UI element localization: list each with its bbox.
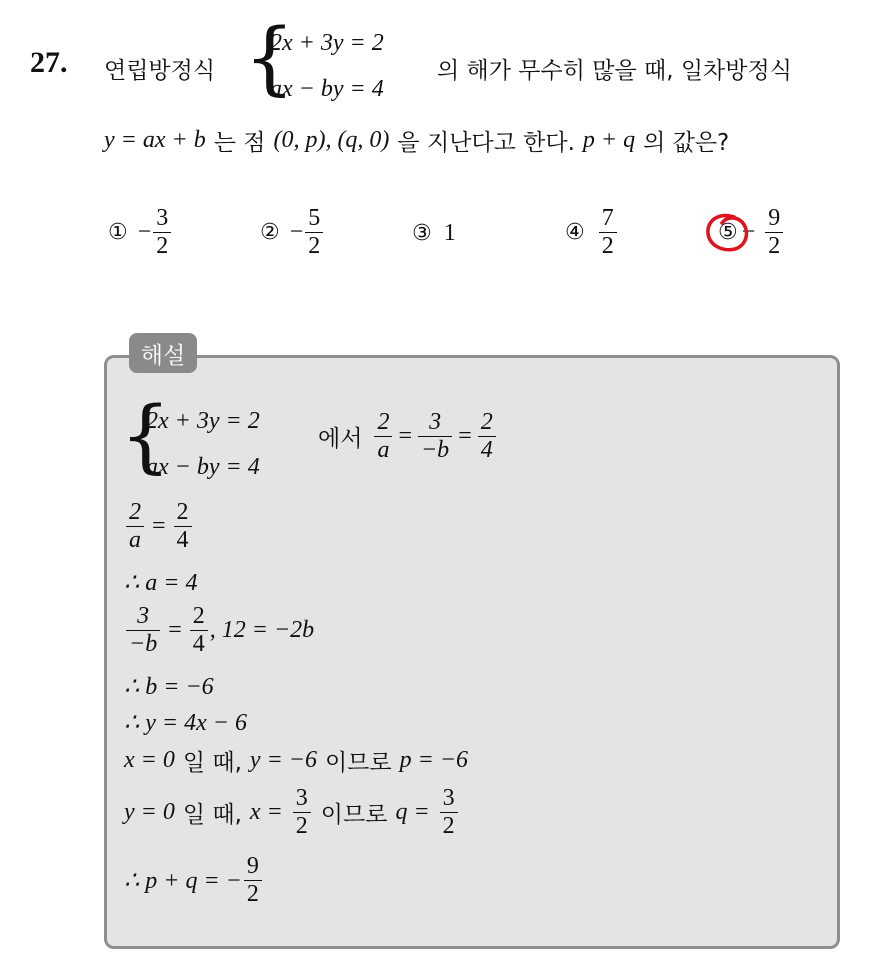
solution-step-8: y = 0 일 때, x = $\frac{3}{2}$ 이므로 q = $\frac{3}{2}$ — [124, 786, 460, 839]
system-eq-2: ax − by = 4 — [270, 76, 384, 102]
solution-system-eq-2: ax − by = 4 — [146, 454, 260, 480]
solution-system-brace: { — [120, 389, 171, 482]
solution-step-3: ∴ a = 4 — [124, 570, 198, 596]
choice-2[interactable]: ② − $\frac{5}{2}$ — [260, 206, 325, 259]
choice-4[interactable]: ④ $\frac{7}{2}$ — [565, 206, 619, 259]
system-eq-1: 2x + 3y = 2 — [270, 30, 384, 56]
ask-expression: p + q — [582, 127, 636, 153]
solution-final: ∴ p + q = − $\frac{9}{2}$ — [124, 854, 264, 907]
solution-step-6: ∴ y = 4x − 6 — [124, 710, 247, 736]
solution-step-7: x = 0 일 때, y = −6 이므로 p = −6 — [124, 747, 469, 776]
problem-line-2 — [104, 124, 729, 157]
answer-circle-mark — [704, 211, 752, 255]
ask-text: 의 값은? — [643, 130, 730, 156]
answer-circle-stroke — [708, 216, 747, 250]
solution-step-5: ∴ b = −6 — [124, 674, 214, 700]
choice-5[interactable]: ⑤ − $\frac{9}{2}$ — [718, 206, 785, 259]
choice-3[interactable]: ③ 1 — [412, 220, 456, 246]
solution-tag: 해설 — [129, 333, 197, 373]
problem-condition: 의 해가 무수히 많을 때, 일차방정식 — [437, 58, 792, 84]
system-brace: { — [244, 11, 295, 104]
solution-system-eq-1: 2x + 3y = 2 — [146, 408, 260, 434]
line-text-2: 을 지난다고 한다. — [397, 130, 575, 156]
solution-step-2: $\frac{2}{a}$ = $\frac{2}{4}$ — [124, 500, 194, 553]
points: (0, p), (q, 0) — [273, 127, 390, 153]
problem-intro: 연립방정식 — [104, 58, 216, 84]
line-text-1: 는 점 — [213, 130, 266, 156]
solution-step-4: $\frac{3}{-b}$ = $\frac{2}{4}$ , 12 = −2b — [124, 604, 314, 657]
line-equation: y = ax + b — [104, 127, 206, 153]
solution-ratio-line: 에서 $\frac{2}{a}$ = $\frac{3}{-b}$ = $\frac{2}{4}$ — [318, 410, 498, 463]
problem-number: 27. — [30, 46, 68, 79]
choice-1[interactable]: ① − $\frac{3}{2}$ — [108, 206, 173, 259]
